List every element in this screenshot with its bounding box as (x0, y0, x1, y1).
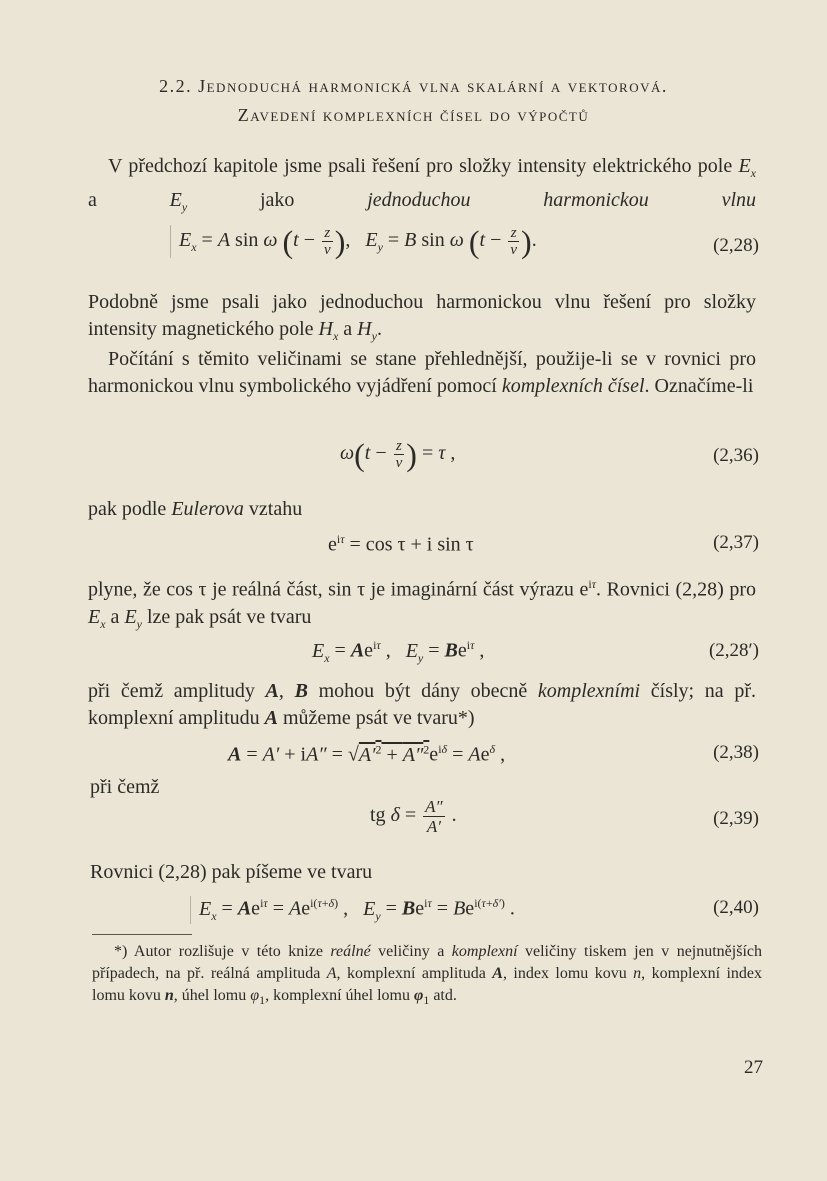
paragraph-2: Podobně jsme psali jako jednoduchou harmonickou vlnu řešení pro složky intensity magnetického pole $H_x$ a $H_y$. (88, 291, 756, 343)
equation-number-2-40: (2,40) (713, 897, 759, 918)
equation-number-2-38: (2,38) (713, 742, 759, 763)
equation-2-28: $E_x = A$ sin ω (t − $\frac{z}{v}$ ), $E_y = B$ sin ω (t − $\frac{z}{v}$ ). (170, 225, 537, 258)
equation-number-2-37: (2,37) (713, 532, 759, 553)
equation-number-2-28: (2,28) (713, 235, 759, 256)
paragraph-4: plyne, že cos τ je reálná část, sin τ je imaginární část výrazu $e^{i\tau}$. Rovnici (2,28) pro $E_x$ a $E_y$ lze pak psát ve tvaru (88, 577, 756, 631)
paragraph-1: V předchozí kapitole jsme psali řešení pro složky intensity elektrického pole $E_x$ a $E_y$ jako jednoduchou harmonickou vlnu (88, 155, 757, 214)
footnote: *) Autor rozlišuje v této knize reálné veličiny a komplexní veličiny tiskem jen v nejnutnějších případech, na př. reálná amplituda A, komplexní amplituda A, index lomu kovu n, komplexní index lomu kovu n, úhel lomu $\varphi_1$, komplexní úhel lomu $\varphi_1$ atd. (92, 943, 763, 1008)
page-number: 27 (744, 1057, 763, 1078)
paragraph-5: při čemž amplitudy A, B mohou být dány obecně komplexními čísly; na př. komplexní amplitudu A můžeme psát ve tvaru*) (88, 680, 757, 729)
equation-number-2-39: (2,39) (713, 808, 759, 829)
section-heading-line-2: Zavedení komplexních čísel do výpočtů (237, 105, 590, 125)
equation-number-2-28-prime: (2,28′) (708, 640, 759, 661)
equation-number-2-36: (2,36) (713, 445, 759, 466)
euler-intro: pak podle Eulerova vztahu (88, 498, 303, 520)
equation-2-36: ω(t − $\frac{z}{v}$ ) = τ , (340, 436, 456, 473)
equation-2-38: $A = A' + iA'' = √A'^2 + A''^2e^{i\delta} = Ae^\delta$ , (228, 742, 506, 766)
rovnici-line: Rovnici (2,28) pak píšeme ve tvaru (90, 861, 373, 883)
pricemz-line: při čemž (90, 776, 160, 798)
equation-2-40: $E_x = Ae^{i\tau} = Ae^{i(\tau+\delta)}$ , $E_y = Be^{i\tau} = Be^{i(\tau+\delta')}$ . (190, 896, 515, 924)
paragraph-3: Počítání s těmito veličinami se stane přehlednější, použije-li se v rovnici pro harmonickou vlnu symbolického vyjádření pomocí komplexních čísel. Označíme-li (88, 348, 756, 397)
footnote-divider (92, 934, 192, 935)
equation-2-39: tg δ = $\frac{A''}{A'}$ . (370, 797, 457, 836)
equation-2-28-prime: $E_x = Ae^{i\tau}$ , $E_y = Be^{i\tau}$ , (312, 638, 485, 665)
equation-2-37: $e^{i\tau} = \cos \tau + i$ sin τ (328, 532, 474, 556)
section-heading-line-1: 2.2. Jednoduchá harmonická vlna skalární a vektorová. (159, 76, 668, 96)
